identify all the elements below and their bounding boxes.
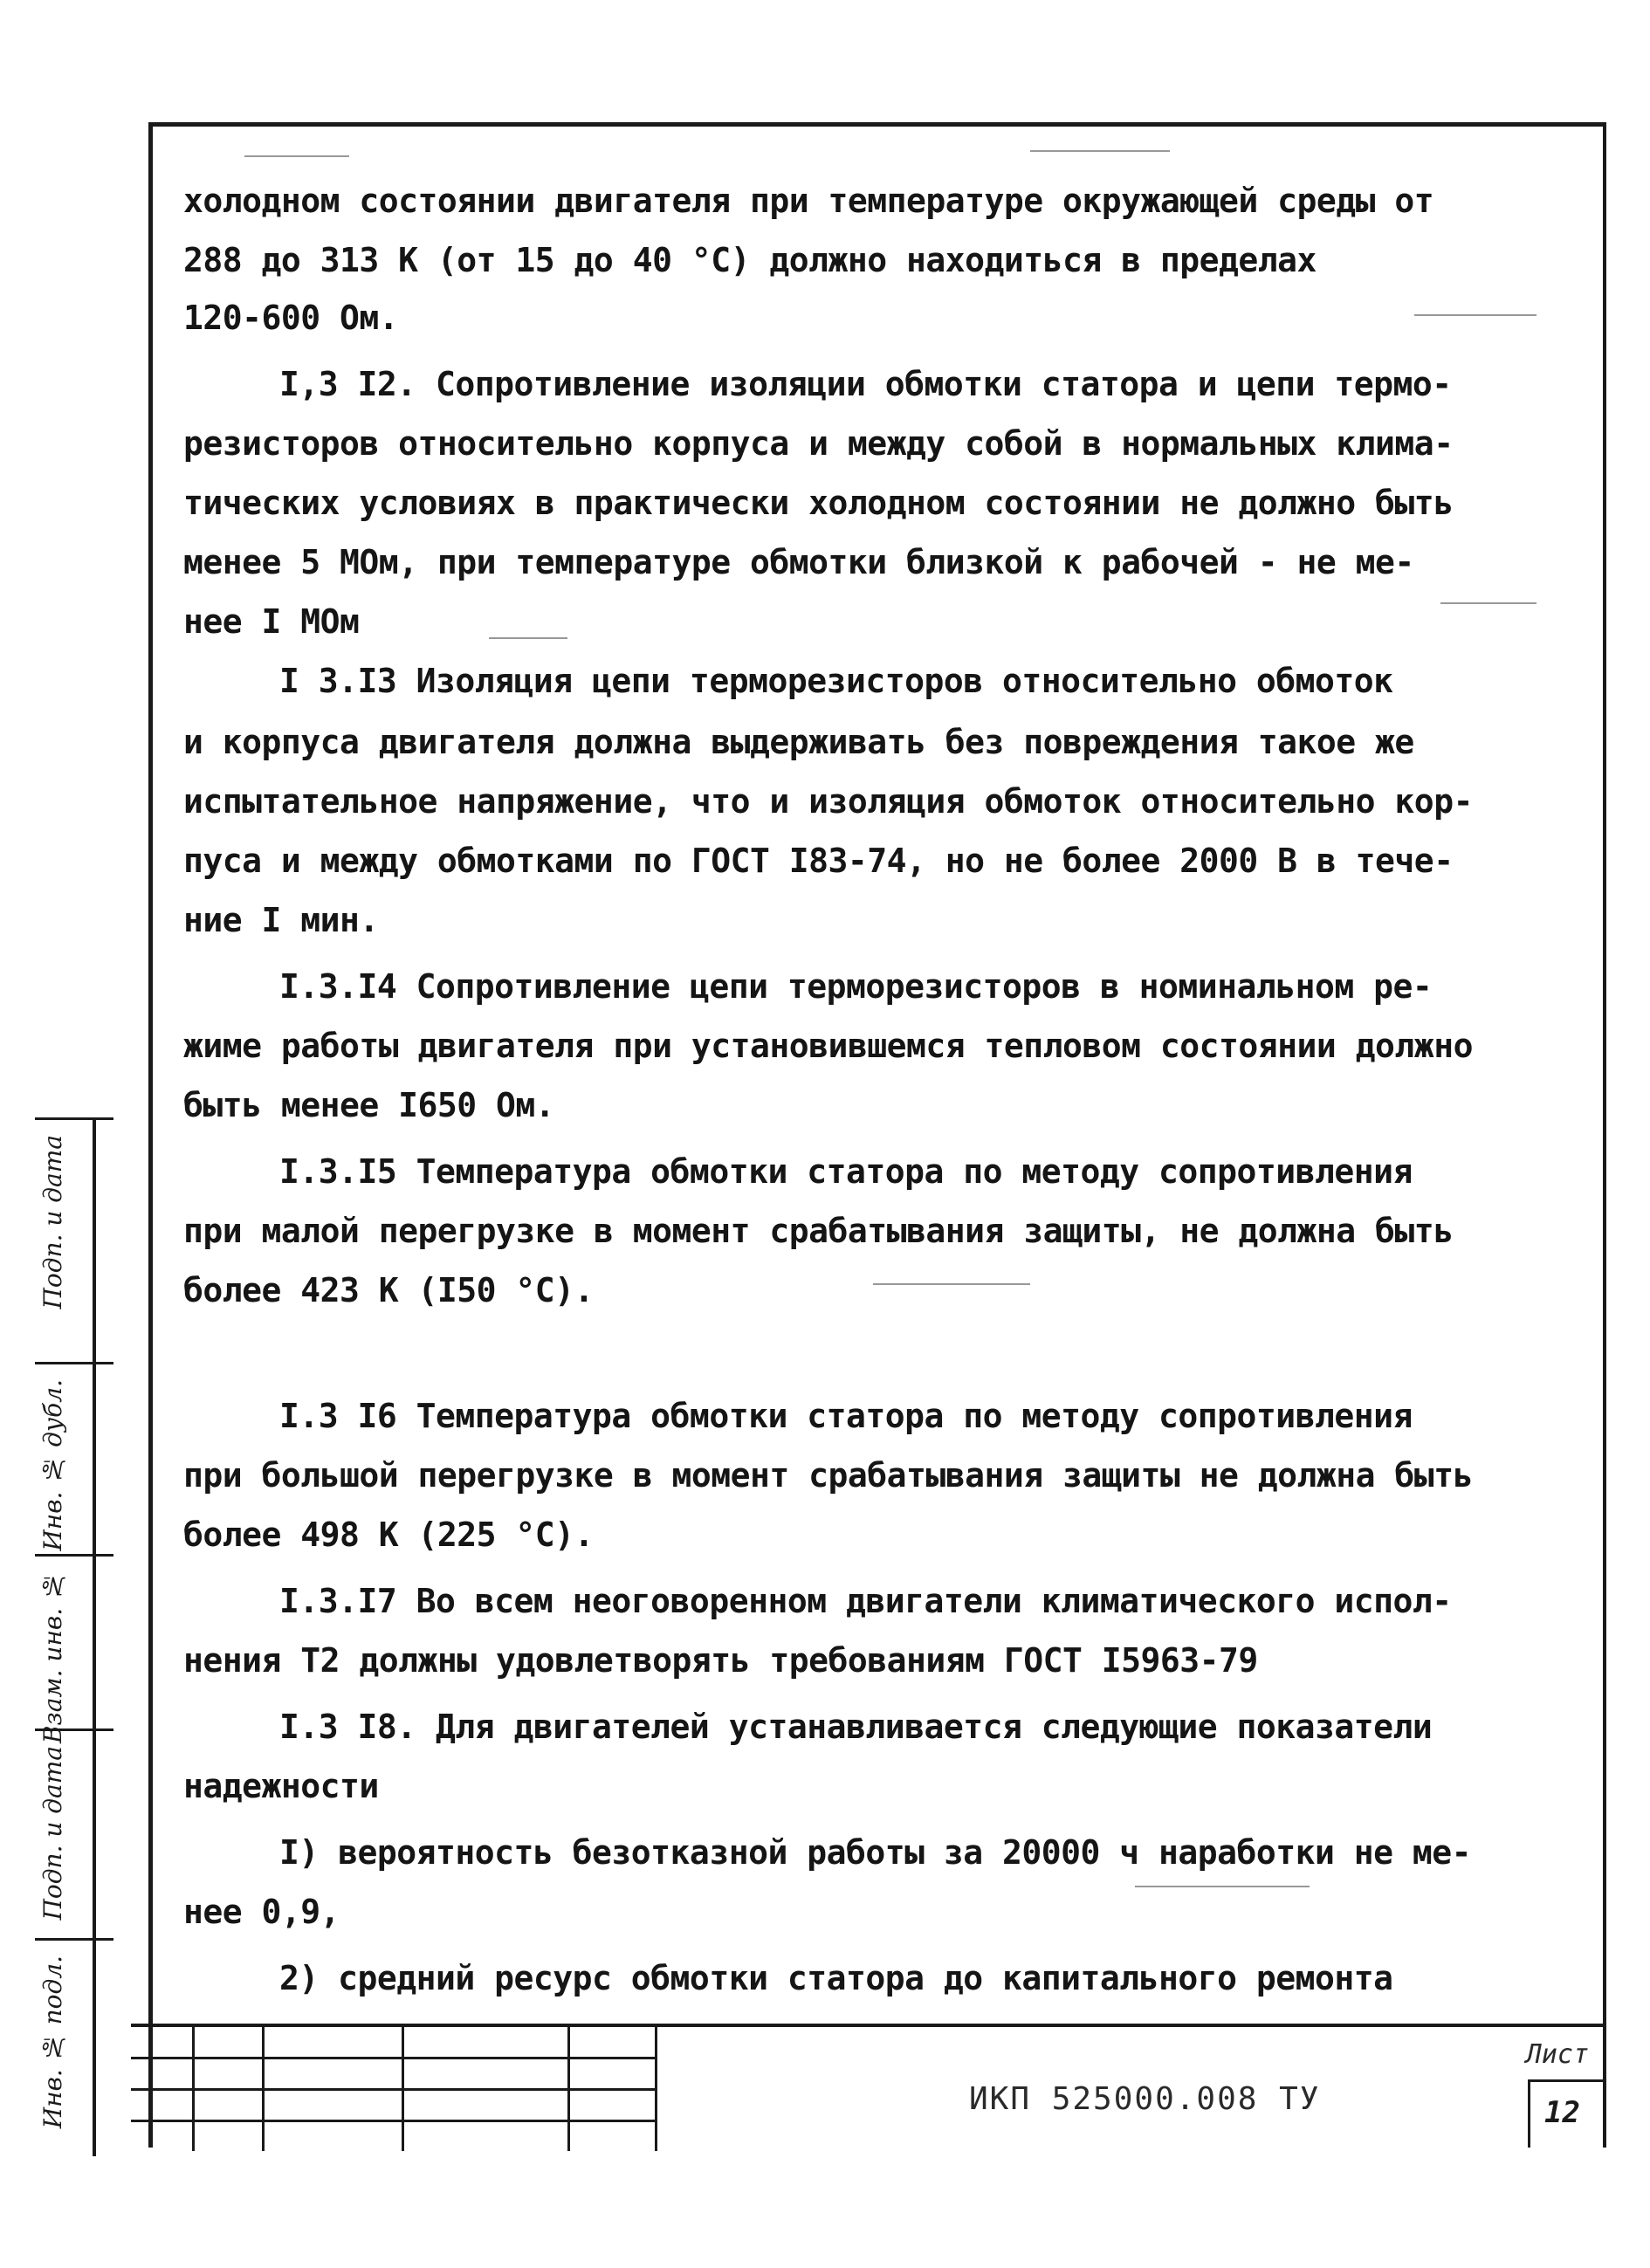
scan-mark — [1440, 602, 1537, 604]
text-line: при большой перегрузке в момент срабатывания защиты не должна быть — [183, 1456, 1473, 1495]
text-line: пуса и между обмотками по ГОСТ I83-74, но не более 2000 В в тече- — [183, 842, 1454, 880]
text-line: нее 0,9, — [183, 1893, 340, 1931]
title-block-col-line — [567, 2027, 570, 2151]
title-block-col-line — [262, 2027, 265, 2151]
title-block-col-line — [402, 2027, 404, 2151]
text-line: быть менее I650 Ом. — [183, 1086, 555, 1124]
text-line: нее I МОм — [183, 602, 360, 641]
title-block-col-line — [192, 2027, 195, 2151]
left-stamp-strip — [35, 1117, 96, 2156]
text-line: и корпуса двигателя должна выдерживать без повреждения такое же — [183, 723, 1414, 761]
text-line: резисторов относительно корпуса и между собой в нормальных клима- — [183, 424, 1454, 463]
scan-mark — [1135, 1886, 1310, 1887]
text-line: нения Т2 должны удовлетворять требованиям ГОСТ I5963-79 — [183, 1641, 1258, 1680]
scan-mark — [1414, 314, 1537, 316]
text-line: I 3.I3 Изоляция цепи терморезисторов относительно обмоток — [279, 662, 1393, 700]
text-line: 288 до 313 К (от 15 до 40 °С) должно находиться в пределах — [183, 241, 1317, 279]
strip-label: Инв. № подл. — [38, 1955, 67, 2129]
text-line: надежности — [183, 1767, 379, 1805]
document-code: ИКП 525000.008 ТУ — [969, 2081, 1321, 2117]
text-line: I,3 I2. Сопротивление изоляции обмотки статора и цепи термо- — [279, 365, 1452, 403]
strip-divider — [35, 1362, 113, 1364]
text-line: испытательное напряжение, что и изоляция обмоток относительно кор- — [183, 782, 1473, 821]
text-line: I.3 I8. Для двигателей устанавливается следующие показатели — [279, 1708, 1433, 1746]
title-block-row-line — [131, 2057, 655, 2059]
strip-label: Подп. и дата — [38, 1746, 67, 1921]
text-line: холодном состоянии двигателя при температуре окружающей среды от — [183, 182, 1434, 220]
title-block-row-line — [131, 2088, 655, 2091]
text-line: жиме работы двигателя при установившемся тепловом состоянии должно — [183, 1027, 1473, 1065]
text-line: I) вероятность безотказной работы за 20000 ч наработки не ме- — [279, 1833, 1472, 1872]
title-block-row-line — [131, 2120, 655, 2122]
title-block-col-line — [655, 2027, 657, 2151]
text-line: более 498 К (225 °С). — [183, 1515, 594, 1554]
sheet-number: 12 — [1544, 2095, 1580, 2130]
text-line: 120-600 Ом. — [183, 299, 399, 337]
scan-mark — [873, 1283, 1030, 1285]
text-line: менее 5 МОм, при температуре обмотки близкой к рабочей - не ме- — [183, 543, 1414, 581]
text-line: при малой перегрузке в момент срабатывания защиты, не должна быть — [183, 1212, 1454, 1250]
text-line: I.3.I5 Температура обмотки статора по методу сопротивления — [279, 1152, 1413, 1191]
text-line: I.3.I7 Во всем неоговоренном двигатели климатического испол- — [279, 1582, 1452, 1620]
sheet-label: Лист — [1525, 2039, 1589, 2070]
text-line: тических условиях в практически холодном состоянии не должно быть — [183, 484, 1454, 522]
scan-mark — [244, 155, 349, 157]
text-line: более 423 К (I50 °С). — [183, 1271, 594, 1309]
strip-label: Инв. № дубл. — [38, 1379, 67, 1551]
scan-mark — [1030, 150, 1170, 152]
strip-divider — [35, 1117, 113, 1120]
text-line: I.3 I6 Температура обмотки статора по методу сопротивления — [279, 1397, 1413, 1435]
strip-label: Подп. и дата — [38, 1135, 67, 1309]
title-block — [131, 2024, 1606, 2148]
text-line: ние I мин. — [183, 901, 379, 939]
strip-divider — [35, 1938, 113, 1941]
text-line: 2) средний ресурс обмотки статора до капитального ремонта — [279, 1959, 1393, 1997]
scan-mark — [489, 637, 567, 639]
text-line: I.3.I4 Сопротивление цепи терморезисторов в номинальном ре- — [279, 967, 1433, 1006]
strip-label: Взам. инв. № — [38, 1571, 67, 1744]
strip-divider — [35, 1554, 113, 1557]
